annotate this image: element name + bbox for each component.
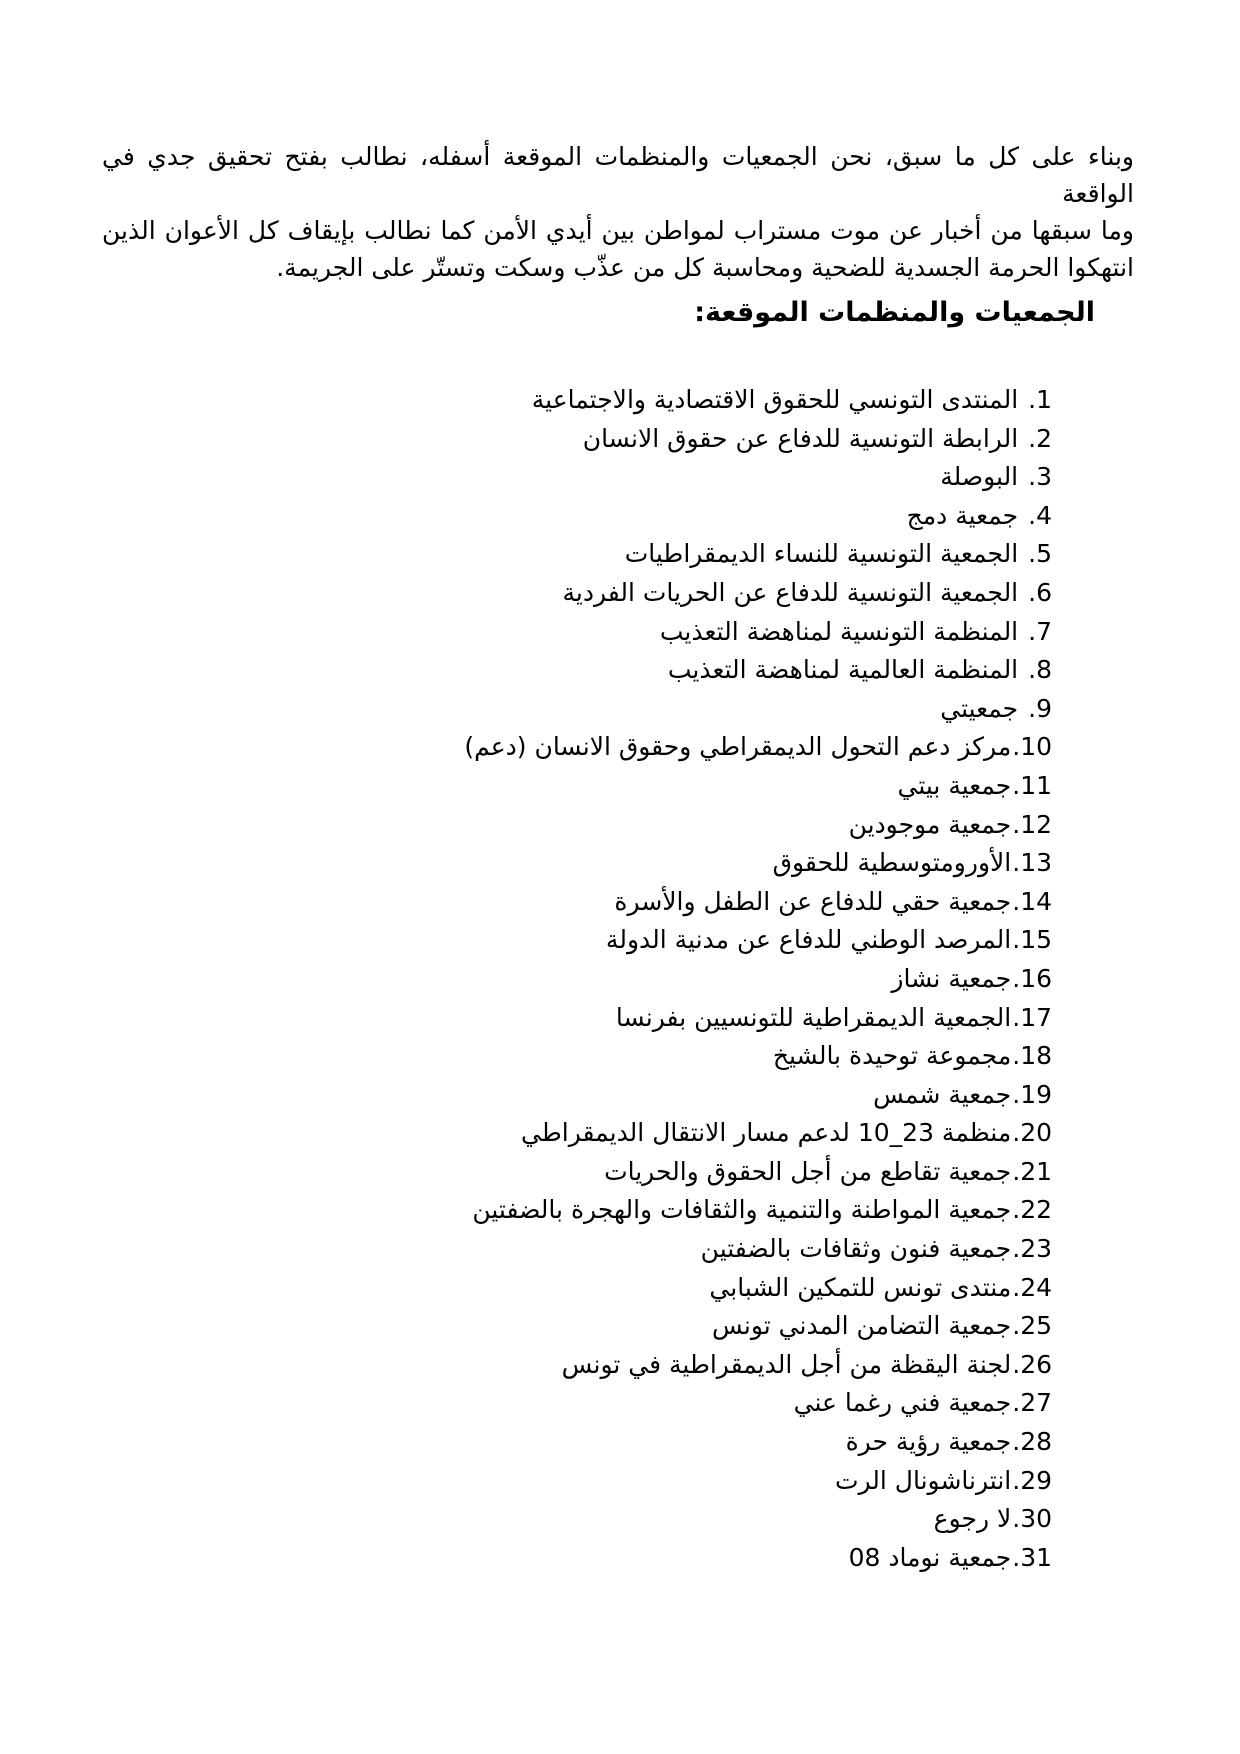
- list-item: [100, 960, 1052, 999]
- list-item-number: 6.: [1028, 577, 1052, 607]
- list-item-number: 7.: [1028, 616, 1052, 646]
- list-item: [100, 613, 1052, 652]
- list-item: [100, 1346, 1052, 1385]
- list-item-label: مركز دعم التحول الديمقراطي وحقوق الانسان (دعم): [464, 732, 1012, 762]
- intro-line-2: وما سبقها من أخبار عن موت مستراب لمواطن بين أيدي الأمن كما نطالب بإيقاف كل الأعوان الذين: [102, 216, 1134, 245]
- list-item-label: البوصلة: [940, 462, 1019, 492]
- list-item-number: 20.: [1012, 1118, 1052, 1148]
- list-item-number: 13.: [1012, 848, 1052, 878]
- list-item-number: 17.: [1012, 1002, 1052, 1032]
- list-item-number: 22.: [1012, 1195, 1052, 1225]
- list-item-number: 5.: [1028, 539, 1052, 569]
- list-item: [100, 1153, 1052, 1192]
- list-item: [100, 844, 1052, 883]
- list-item: [100, 458, 1052, 497]
- list-item: [100, 1500, 1052, 1539]
- list-item-label: المرصد الوطني للدفاع عن مدنية الدولة: [605, 925, 1012, 955]
- signatories-list: [100, 381, 1052, 1577]
- list-item-number: 2.: [1028, 423, 1052, 453]
- list-item-number: 12.: [1012, 809, 1052, 839]
- list-item: [100, 1462, 1052, 1501]
- list-item-label: جمعيتي: [940, 693, 1019, 723]
- list-item-number: 8.: [1028, 655, 1052, 685]
- section-heading: الجمعيات والمنظمات الموقعة:: [694, 297, 1095, 328]
- list-item-number: 23.: [1012, 1234, 1052, 1264]
- list-item: [100, 1307, 1052, 1346]
- list-item-number: 30.: [1012, 1504, 1052, 1534]
- list-item-number: 10.: [1012, 732, 1052, 762]
- list-item-label: لا رجوع: [933, 1504, 1012, 1534]
- list-item: [100, 497, 1052, 536]
- list-item: [100, 728, 1052, 767]
- list-item-label: الأورومتوسطية للحقوق: [772, 848, 1012, 878]
- list-item: [100, 1037, 1052, 1076]
- list-item-label: منتدى تونس للتمكين الشبابي: [709, 1272, 1012, 1302]
- list-item: [100, 806, 1052, 845]
- list-item-label: جمعية رؤية حرة: [845, 1427, 1012, 1457]
- list-item-label: الجمعية التونسية للدفاع عن الحريات الفردية: [562, 577, 1019, 607]
- list-item-label: جمعية بيتي: [897, 770, 1012, 800]
- list-item-number: 26.: [1012, 1349, 1052, 1379]
- list-item-label: جمعية موجودين: [848, 809, 1012, 839]
- list-item-number: 19.: [1012, 1079, 1052, 1109]
- list-item-label: جمعية دمج: [906, 500, 1019, 530]
- list-item-label: جمعية المواطنة والتنمية والثقافات والهجرة بالضفتين: [472, 1195, 1012, 1225]
- list-item-number: 3.: [1028, 462, 1052, 492]
- list-item-number: 11.: [1012, 770, 1052, 800]
- list-item-number: 15.: [1012, 925, 1052, 955]
- list-item-number: 28.: [1012, 1427, 1052, 1457]
- intro-line-3: انتهكوا الحرمة الجسدية للضحية ومحاسبة كل من عذّب وسكت وتستّر على الجريمة.: [276, 253, 1134, 282]
- list-item-label: المنظمة التونسية لمناهضة التعذيب: [659, 616, 1019, 646]
- list-item-number: 4.: [1028, 500, 1052, 530]
- list-item-label: جمعية نوماد 08: [848, 1542, 1012, 1572]
- list-item-label: الجمعية التونسية للنساء الديمقراطيات: [624, 539, 1019, 569]
- list-item-number: 27.: [1012, 1388, 1052, 1418]
- list-item: [100, 767, 1052, 806]
- list-item-number: 14.: [1012, 886, 1052, 916]
- list-item: [100, 420, 1052, 459]
- list-item: [100, 1384, 1052, 1423]
- list-item: [100, 883, 1052, 922]
- list-item: [100, 1230, 1052, 1269]
- list-item-number: 18.: [1012, 1041, 1052, 1071]
- list-item: [100, 999, 1052, 1038]
- list-item: [100, 690, 1052, 729]
- list-item-label: جمعية فني رغما عني: [793, 1388, 1012, 1418]
- list-item-number: 9.: [1028, 693, 1052, 723]
- intro-paragraph: [102, 138, 1134, 286]
- list-item: [100, 1269, 1052, 1308]
- list-item-label: جمعية التضامن المدني تونس: [712, 1311, 1012, 1341]
- list-item-label: انترناشونال الرت: [834, 1465, 1012, 1495]
- list-item-label: المنظمة العالمية لمناهضة التعذيب: [667, 655, 1019, 685]
- list-item: [100, 574, 1052, 613]
- list-item-number: 21.: [1012, 1156, 1052, 1186]
- list-item: [100, 651, 1052, 690]
- list-item-number: 25.: [1012, 1311, 1052, 1341]
- list-item: [100, 535, 1052, 574]
- list-item: [100, 1539, 1052, 1578]
- list-item-number: 24.: [1012, 1272, 1052, 1302]
- list-item: [100, 1191, 1052, 1230]
- list-item-label: الرابطة التونسية للدفاع عن حقوق الانسان: [582, 423, 1019, 453]
- list-item-number: 16.: [1012, 963, 1052, 993]
- list-item-label: جمعية حقي للدفاع عن الطفل والأسرة: [614, 886, 1012, 916]
- list-item-label: المنتدى التونسي للحقوق الاقتصادية والاجتماعية: [531, 385, 1019, 414]
- list-item: [100, 1114, 1052, 1153]
- list-item: [100, 1076, 1052, 1115]
- list-item: [100, 1423, 1052, 1462]
- list-item-label: جمعية فنون وثقافات بالضفتين: [700, 1234, 1012, 1264]
- list-item-label: منظمة 23_10 لدعم مسار الانتقال الديمقراطي: [521, 1118, 1012, 1148]
- list-item-label: جمعية شمس: [873, 1079, 1012, 1109]
- list-item-label: مجموعة توحيدة بالشيخ: [772, 1041, 1012, 1071]
- list-item-label: جمعية نشاز: [891, 963, 1012, 993]
- list-item-number: 29.: [1012, 1465, 1052, 1495]
- list-item-label: لجنة اليقظة من أجل الديمقراطية في تونس: [561, 1349, 1012, 1379]
- list-item-number: 31.: [1012, 1542, 1052, 1572]
- list-item-label: الجمعية الديمقراطية للتونسيين بفرنسا: [615, 1002, 1012, 1032]
- list-item-label: جمعية تقاطع من أجل الحقوق والحريات: [604, 1156, 1012, 1186]
- intro-line-1: وبناء على كل ما سبق، نحن الجمعيات والمنظمات الموقعة أسفله، نطالب بفتح تحقيق جدي في الواقعة: [102, 142, 1134, 208]
- list-item: [100, 921, 1052, 960]
- list-item-number: 1.: [1028, 385, 1052, 414]
- list-item: [100, 381, 1052, 420]
